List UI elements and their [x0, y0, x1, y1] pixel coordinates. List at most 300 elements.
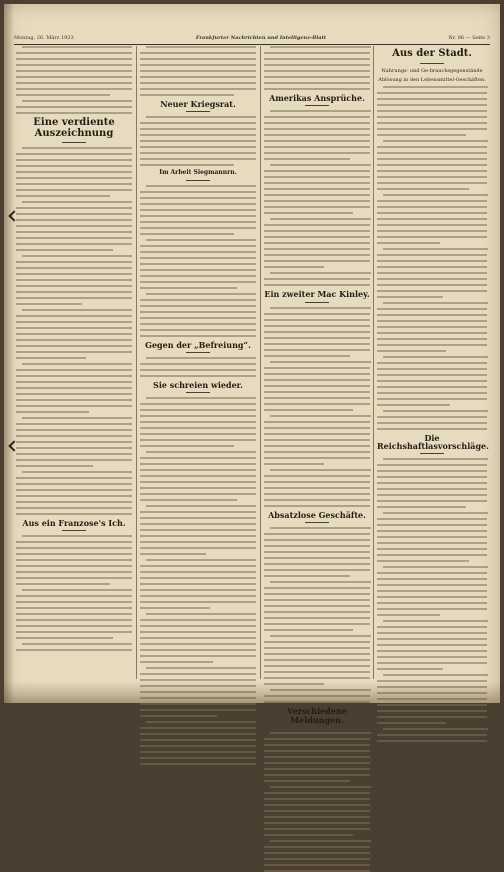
text-line — [270, 527, 371, 529]
text-line — [264, 64, 370, 66]
text-line — [264, 750, 370, 752]
text-line — [264, 834, 353, 836]
header-rule — [14, 44, 490, 45]
text-line — [16, 447, 132, 449]
text-line — [140, 673, 256, 675]
text-line — [264, 58, 370, 60]
text-line — [264, 200, 370, 202]
text-line — [377, 590, 487, 592]
article-headline: Amerikas Ansprüche. — [269, 93, 365, 103]
text-line — [16, 333, 132, 335]
text-line — [264, 792, 370, 794]
text-line — [140, 52, 256, 54]
text-line — [264, 629, 353, 631]
text-line — [264, 266, 324, 268]
text-line — [270, 786, 371, 788]
text-line — [16, 303, 82, 305]
text-line — [140, 661, 213, 663]
text-line — [16, 82, 132, 84]
text-line — [140, 58, 256, 60]
bottom-shadow — [4, 681, 500, 703]
text-line — [264, 278, 370, 280]
text-line — [264, 659, 370, 661]
text-line — [264, 319, 370, 321]
text-line — [146, 559, 256, 561]
text-line — [264, 254, 370, 256]
column-divider — [373, 46, 374, 679]
text-line — [377, 704, 487, 706]
text-line — [264, 248, 370, 250]
text-line — [264, 206, 370, 208]
text-line — [377, 110, 487, 112]
text-line — [377, 290, 487, 292]
text-line — [16, 387, 132, 389]
text-line — [16, 58, 132, 60]
text-line — [377, 92, 487, 94]
text-line — [146, 293, 256, 295]
text-line — [16, 465, 93, 467]
text-line — [270, 46, 371, 48]
headline-rule — [186, 392, 210, 393]
headline-rule — [305, 727, 329, 728]
text-line — [264, 260, 370, 262]
text-line — [16, 249, 113, 251]
text-line — [140, 64, 256, 66]
text-line — [140, 233, 234, 235]
text-line — [264, 421, 370, 423]
article-headline: Aus ein Franzose's Ich. — [22, 518, 126, 528]
text-line — [264, 505, 370, 507]
text-line — [264, 409, 353, 411]
text-line — [140, 481, 256, 483]
column-2 — [140, 46, 256, 679]
text-line — [383, 728, 488, 730]
text-line — [383, 140, 488, 142]
text-line — [377, 344, 487, 346]
text-line — [140, 191, 256, 193]
text-line — [264, 756, 370, 758]
text-line — [140, 565, 256, 567]
text-line — [377, 218, 487, 220]
text-line — [270, 635, 371, 637]
text-line — [22, 471, 132, 473]
text-line — [140, 583, 256, 585]
text-line — [377, 638, 487, 640]
text-line — [264, 367, 370, 369]
text-line — [140, 158, 256, 160]
headline-rule — [62, 530, 86, 531]
text-line — [270, 110, 371, 112]
text-line — [264, 804, 370, 806]
article-headline: Neuer Kriegsrat. — [160, 99, 236, 109]
text-line — [140, 553, 206, 555]
text-line — [270, 307, 371, 309]
text-line — [22, 100, 132, 102]
article-headline: Die Reichshaftlasvorschläge. — [377, 432, 489, 451]
text-line — [140, 511, 256, 513]
text-line — [16, 637, 113, 639]
text-line — [377, 722, 446, 724]
article-headline: Verschiedene Meldungen. — [287, 706, 347, 725]
section-subheading: Nahrungs- und Ge-brauchsgegenstände — [381, 67, 483, 74]
text-line — [22, 417, 132, 419]
text-line — [16, 327, 132, 329]
text-line — [16, 435, 132, 437]
text-line — [16, 213, 132, 215]
text-line — [264, 194, 370, 196]
text-line — [270, 272, 371, 274]
text-line — [140, 703, 256, 705]
text-line — [140, 655, 256, 657]
text-line — [270, 732, 371, 734]
text-line — [377, 362, 487, 364]
text-line — [16, 601, 132, 603]
text-line — [22, 535, 132, 537]
text-line — [264, 134, 370, 136]
text-line — [140, 649, 256, 651]
text-line — [264, 623, 370, 625]
text-line — [264, 349, 370, 351]
text-line — [264, 605, 370, 607]
text-line — [140, 140, 256, 142]
text-line — [264, 116, 370, 118]
text-line — [264, 575, 350, 577]
text-line — [377, 350, 446, 352]
text-line — [383, 620, 488, 622]
text-line — [140, 493, 256, 495]
text-line — [270, 361, 371, 363]
text-line — [264, 774, 370, 776]
text-line — [264, 82, 370, 84]
text-line — [264, 569, 370, 571]
text-line — [140, 499, 237, 501]
text-line — [16, 483, 132, 485]
text-line — [264, 122, 370, 124]
text-line — [16, 52, 132, 54]
headline-rule — [420, 63, 444, 64]
article-body — [264, 110, 370, 286]
text-line — [140, 607, 210, 609]
text-line — [264, 593, 370, 595]
text-line — [140, 275, 256, 277]
text-line — [377, 494, 487, 496]
text-line — [140, 203, 256, 205]
text-line — [264, 846, 370, 848]
text-line — [16, 297, 132, 299]
text-line — [16, 171, 132, 173]
text-line — [377, 542, 487, 544]
text-line — [140, 335, 256, 337]
text-line — [264, 385, 370, 387]
text-line — [377, 386, 487, 388]
text-line — [264, 599, 370, 601]
article-body — [264, 307, 370, 507]
text-line — [140, 281, 256, 283]
article-headline: Sie schreien wieder. — [153, 380, 243, 391]
issue-date: Montag, 26. März 1923 — [14, 35, 74, 41]
text-line — [377, 470, 487, 472]
text-line — [377, 242, 440, 244]
text-line — [22, 309, 132, 311]
text-line — [22, 643, 132, 645]
text-line — [377, 278, 487, 280]
article-body — [264, 732, 370, 872]
text-line — [383, 512, 488, 514]
text-line — [16, 345, 132, 347]
article-headline: Gegen der „Befreiung“. — [145, 339, 251, 350]
text-line — [264, 242, 370, 244]
text-line — [16, 153, 132, 155]
text-line — [146, 667, 256, 669]
text-line — [264, 230, 370, 232]
text-line — [140, 577, 256, 579]
text-line — [377, 518, 487, 520]
article-headline: Aus der Stadt. — [392, 48, 472, 59]
text-line — [146, 357, 256, 359]
text-line — [140, 152, 256, 154]
text-line — [377, 398, 487, 400]
text-line — [377, 656, 487, 658]
text-line — [264, 445, 370, 447]
text-line — [383, 410, 488, 412]
text-line — [377, 164, 487, 166]
text-line — [377, 236, 487, 238]
text-line — [377, 182, 487, 184]
text-line — [377, 524, 487, 526]
text-line — [16, 381, 132, 383]
text-line — [264, 493, 370, 495]
text-line — [140, 709, 256, 711]
text-line — [140, 82, 256, 84]
text-line — [16, 106, 132, 108]
text-line — [140, 541, 256, 543]
text-line — [264, 587, 370, 589]
text-line — [377, 368, 487, 370]
text-line — [22, 255, 132, 257]
text-line — [140, 643, 256, 645]
text-line — [16, 571, 132, 573]
text-line — [140, 727, 256, 729]
text-line — [377, 422, 487, 424]
text-line — [270, 164, 371, 166]
page-number: Nr. 86 — Seite 3 — [448, 35, 490, 41]
text-line — [140, 88, 256, 90]
text-line — [16, 267, 132, 269]
text-line — [16, 631, 132, 633]
text-line — [140, 733, 256, 735]
running-head — [14, 33, 490, 43]
text-line — [377, 614, 440, 616]
text-line — [377, 158, 487, 160]
text-line — [140, 571, 256, 573]
text-line — [264, 397, 370, 399]
text-line — [16, 183, 132, 185]
text-line — [140, 487, 256, 489]
text-line — [140, 547, 256, 549]
text-line — [16, 411, 89, 413]
text-line — [140, 745, 256, 747]
text-line — [377, 188, 469, 190]
text-line — [16, 393, 132, 395]
text-line — [140, 421, 256, 423]
text-line — [16, 159, 132, 161]
text-line — [264, 475, 370, 477]
text-line — [140, 146, 256, 148]
text-line — [16, 429, 132, 431]
text-line — [16, 261, 132, 263]
text-line — [377, 380, 487, 382]
text-line — [140, 523, 256, 525]
text-line — [377, 134, 466, 136]
text-line — [264, 641, 370, 643]
headline-rule — [62, 142, 86, 143]
text-line — [140, 70, 256, 72]
text-line — [377, 206, 487, 208]
text-line — [270, 415, 371, 417]
text-line — [377, 482, 487, 484]
text-line — [140, 94, 234, 96]
text-line — [16, 501, 132, 503]
text-line — [264, 128, 370, 130]
text-line — [264, 551, 370, 553]
text-line — [16, 423, 132, 425]
headline-rule — [305, 522, 329, 523]
text-line — [270, 581, 371, 583]
text-line — [377, 314, 487, 316]
text-line — [140, 299, 256, 301]
text-line — [264, 677, 370, 679]
text-line — [264, 212, 353, 214]
text-line — [377, 404, 450, 406]
text-line — [140, 209, 256, 211]
text-line — [377, 734, 487, 736]
text-line — [140, 469, 256, 471]
text-line — [377, 152, 487, 154]
text-line — [377, 668, 443, 670]
text-line — [16, 285, 132, 287]
text-line — [270, 840, 371, 842]
text-line — [146, 397, 256, 399]
text-line — [264, 665, 370, 667]
text-line — [22, 147, 132, 149]
text-line — [377, 128, 487, 130]
text-line — [264, 52, 370, 54]
text-line — [377, 374, 487, 376]
text-line — [377, 104, 487, 106]
text-line — [146, 721, 256, 723]
text-line — [140, 164, 234, 166]
article-body — [264, 46, 370, 90]
text-line — [16, 177, 132, 179]
text-line — [377, 572, 487, 574]
article-headline: Absatzlose Geschäfte. — [268, 509, 366, 520]
text-line — [377, 578, 487, 580]
text-line — [264, 355, 350, 357]
text-line — [264, 176, 370, 178]
text-line — [377, 338, 487, 340]
text-line — [377, 632, 487, 634]
text-line — [377, 428, 487, 430]
text-line — [264, 182, 370, 184]
text-line — [264, 822, 370, 824]
text-line — [16, 547, 132, 549]
text-line — [22, 46, 132, 48]
text-line — [264, 463, 324, 465]
text-line — [16, 375, 132, 377]
text-line — [264, 439, 370, 441]
text-line — [16, 70, 132, 72]
text-line — [264, 768, 370, 770]
text-line — [377, 230, 487, 232]
text-line — [140, 445, 234, 447]
text-line — [140, 227, 256, 229]
text-line — [264, 451, 370, 453]
text-line — [377, 662, 487, 664]
text-line — [377, 506, 466, 508]
text-line — [16, 369, 132, 371]
article-body — [140, 185, 256, 337]
text-line — [16, 225, 132, 227]
text-line — [140, 369, 256, 371]
text-line — [377, 464, 487, 466]
text-line — [140, 317, 256, 319]
text-line — [16, 477, 132, 479]
text-line — [377, 626, 487, 628]
text-line — [377, 320, 487, 322]
text-line — [264, 780, 350, 782]
text-line — [377, 476, 487, 478]
text-line — [140, 535, 256, 537]
section-subheading: Ablösung in den Lebensmittel-Geschäften. — [378, 76, 486, 83]
text-line — [140, 433, 256, 435]
text-line — [383, 356, 488, 358]
text-line — [264, 152, 370, 154]
text-line — [264, 744, 370, 746]
text-line — [377, 500, 487, 502]
text-line — [377, 272, 487, 274]
text-line — [264, 563, 370, 565]
text-line — [146, 239, 256, 241]
text-line — [264, 391, 370, 393]
text-line — [16, 315, 132, 317]
article-headline: Im Arbeit Siegmannrn. — [159, 169, 237, 177]
text-line — [16, 565, 132, 567]
text-line — [377, 596, 487, 598]
text-line — [140, 409, 256, 411]
text-line — [16, 453, 132, 455]
text-line — [16, 351, 132, 353]
text-line — [16, 165, 132, 167]
text-line — [140, 715, 217, 717]
text-line — [140, 122, 256, 124]
text-line — [16, 94, 110, 96]
column-divider — [136, 46, 137, 679]
text-line — [264, 76, 370, 78]
text-line — [140, 269, 256, 271]
text-line — [16, 513, 132, 515]
text-line — [377, 530, 487, 532]
article-body — [140, 357, 256, 377]
article-body — [16, 147, 132, 515]
text-line — [16, 625, 132, 627]
text-line — [377, 584, 487, 586]
text-line — [264, 236, 370, 238]
article-headline: Eine verdiente Auszeichnung — [33, 117, 115, 139]
text-line — [264, 762, 370, 764]
text-line — [140, 763, 256, 765]
text-line — [22, 589, 132, 591]
text-line — [264, 146, 370, 148]
